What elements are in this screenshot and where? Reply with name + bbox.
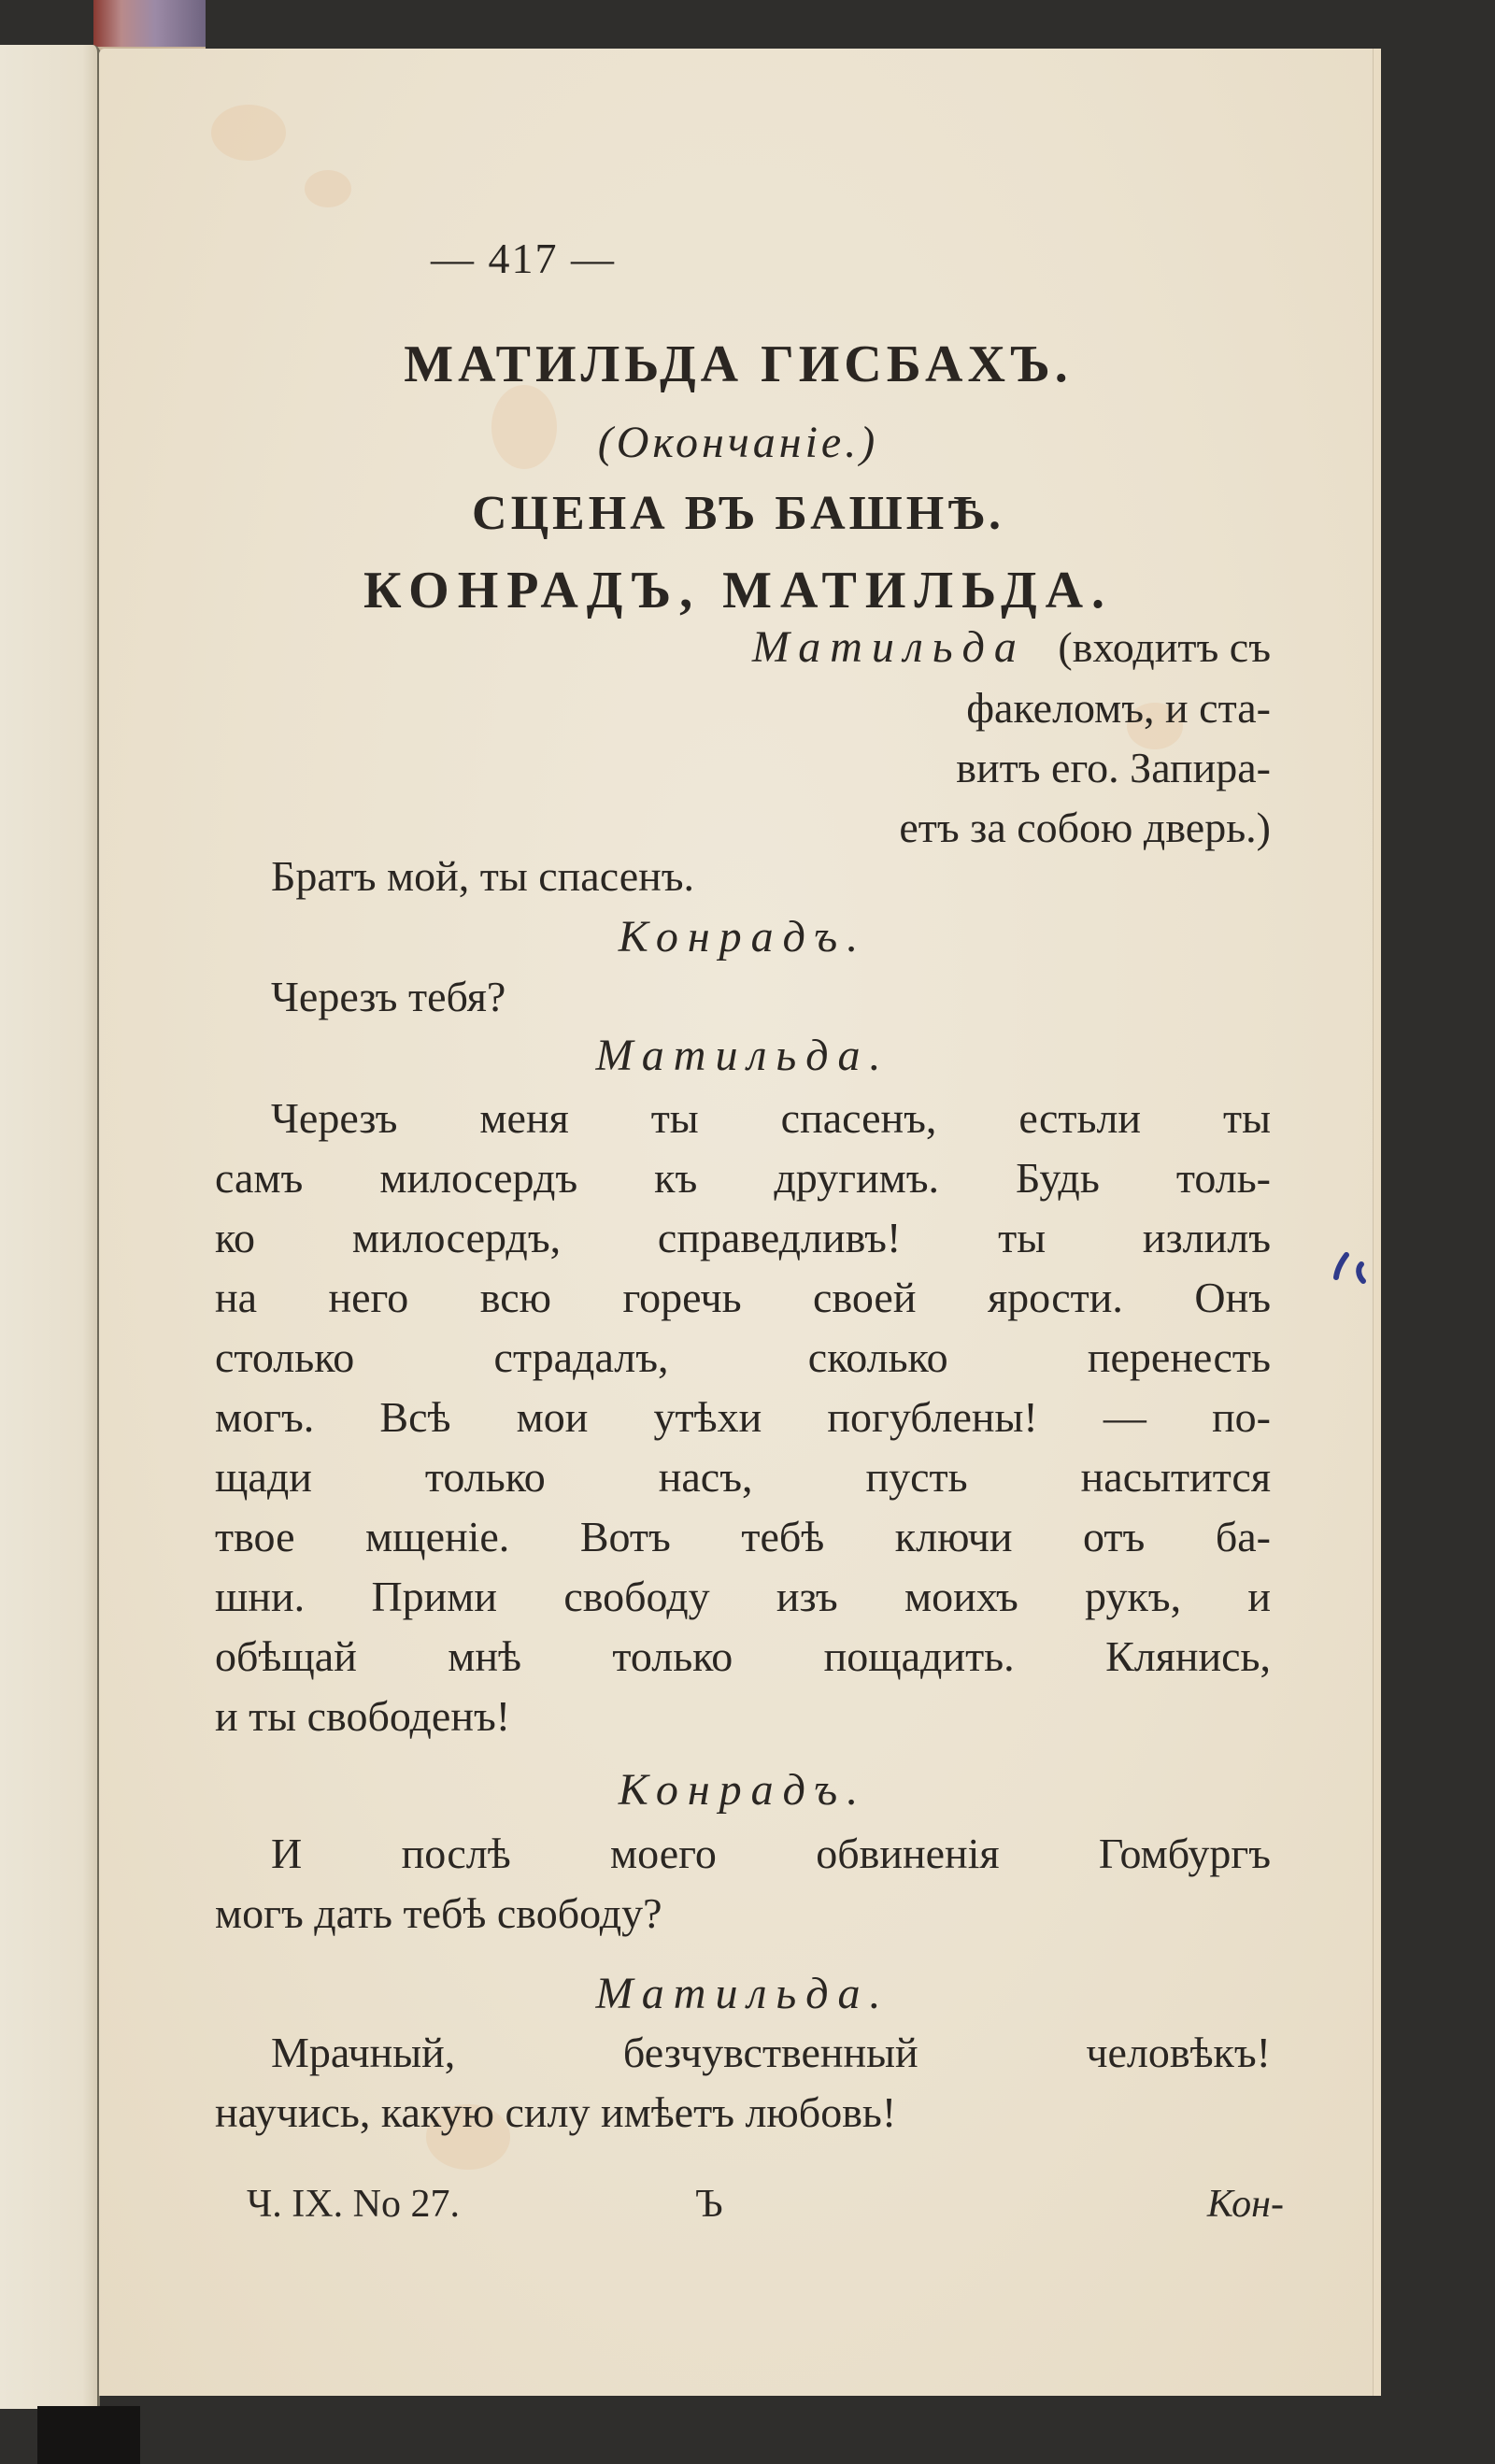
speaker-name: Матильда <box>751 622 1026 672</box>
dialogue-line: могъ. Всѣ мои утѣхи погублены! — по- <box>215 1393 1271 1441</box>
page-number: — 417 — <box>431 235 616 282</box>
dialogue-line: на него всю горечь своей ярости. Онъ <box>215 1274 1271 1321</box>
speaker-name: Конрадъ. <box>618 912 868 961</box>
dialogue-line: шни. Прими свободу изъ моихъ рукъ, и <box>215 1573 1271 1620</box>
character-list: КОНРАДЪ, МАТИЛЬДА. <box>363 562 1114 620</box>
dialogue-line: твое мщеніе. Вотъ тебѣ ключи отъ ба- <box>215 1513 1271 1560</box>
dialogue-line: обѣщай мнѣ только пощадить. Клянись, <box>215 1632 1271 1680</box>
dialogue-line: столько страдалъ, сколько перенесть <box>215 1333 1271 1381</box>
signature-mark: Ч. IX. No 27. <box>247 2183 460 2226</box>
book-binding-bottom <box>37 2406 140 2464</box>
dialogue-line: могъ дать тебѣ свободу? <box>215 1889 662 1937</box>
speaker-name: Конрадъ. <box>618 1765 868 1815</box>
speaker-name: Матильда. <box>595 1969 890 2018</box>
stage-direction-line: етъ за собою дверь.) <box>899 804 1271 851</box>
stage-direction-text: (входитъ съ <box>1058 623 1271 671</box>
dialogue-block <box>215 2023 1271 2143</box>
dialogue-block <box>215 847 1271 906</box>
dialogue-line: самъ милосердъ къ другимъ. Будь толь- <box>215 1154 1271 1202</box>
catchword: Кон- <box>1206 2183 1284 2226</box>
dialogue-line: и ты свободенъ! <box>215 1692 511 1740</box>
dialogue-block <box>215 1089 1271 1746</box>
speaker-name: Матильда. <box>595 1031 890 1080</box>
dialogue-line: Черезъ тебя? <box>271 973 506 1020</box>
ink-margin-mark-icon <box>1331 1247 1369 1285</box>
dialogue-block <box>215 967 1271 1027</box>
dialogue-line: научись, какую силу имѣетъ любовь! <box>215 2088 897 2136</box>
book-binding-top <box>93 0 206 50</box>
dialogue-line: Черезъ меня ты спасенъ, естьли ты <box>271 1094 1271 1142</box>
play-subtitle: (Окончаніе.) <box>597 418 879 467</box>
dialogue-line: ко милосердъ, справедливъ! ты излилъ <box>215 1214 1271 1261</box>
page-footer <box>247 2182 1284 2238</box>
dialogue-line: Братъ мой, ты спасенъ. <box>271 852 695 900</box>
scene-heading: СЦЕНА ВЪ БАШНѢ. <box>472 487 1004 540</box>
foxing-spot <box>211 105 286 161</box>
sheet-mark: Ъ <box>695 2183 723 2226</box>
play-title: МАТИЛЬДА ГИСБАХЪ. <box>404 335 1073 393</box>
stage-direction-line: витъ его. Запира- <box>956 744 1271 791</box>
facing-page-left <box>0 45 100 2409</box>
dialogue-block <box>215 1824 1271 1944</box>
dialogue-line: И послѣ моего обвиненія Гомбургъ <box>271 1830 1271 1877</box>
dialogue-line: щади только насъ, пусть насытится <box>215 1453 1271 1501</box>
dialogue-line: Мрачный, безчувственный человѣкъ! <box>271 2029 1271 2076</box>
foxing-spot <box>305 170 351 207</box>
stage-direction-line <box>752 621 1271 673</box>
stage-direction-line: факеломъ, и ста- <box>966 684 1271 732</box>
